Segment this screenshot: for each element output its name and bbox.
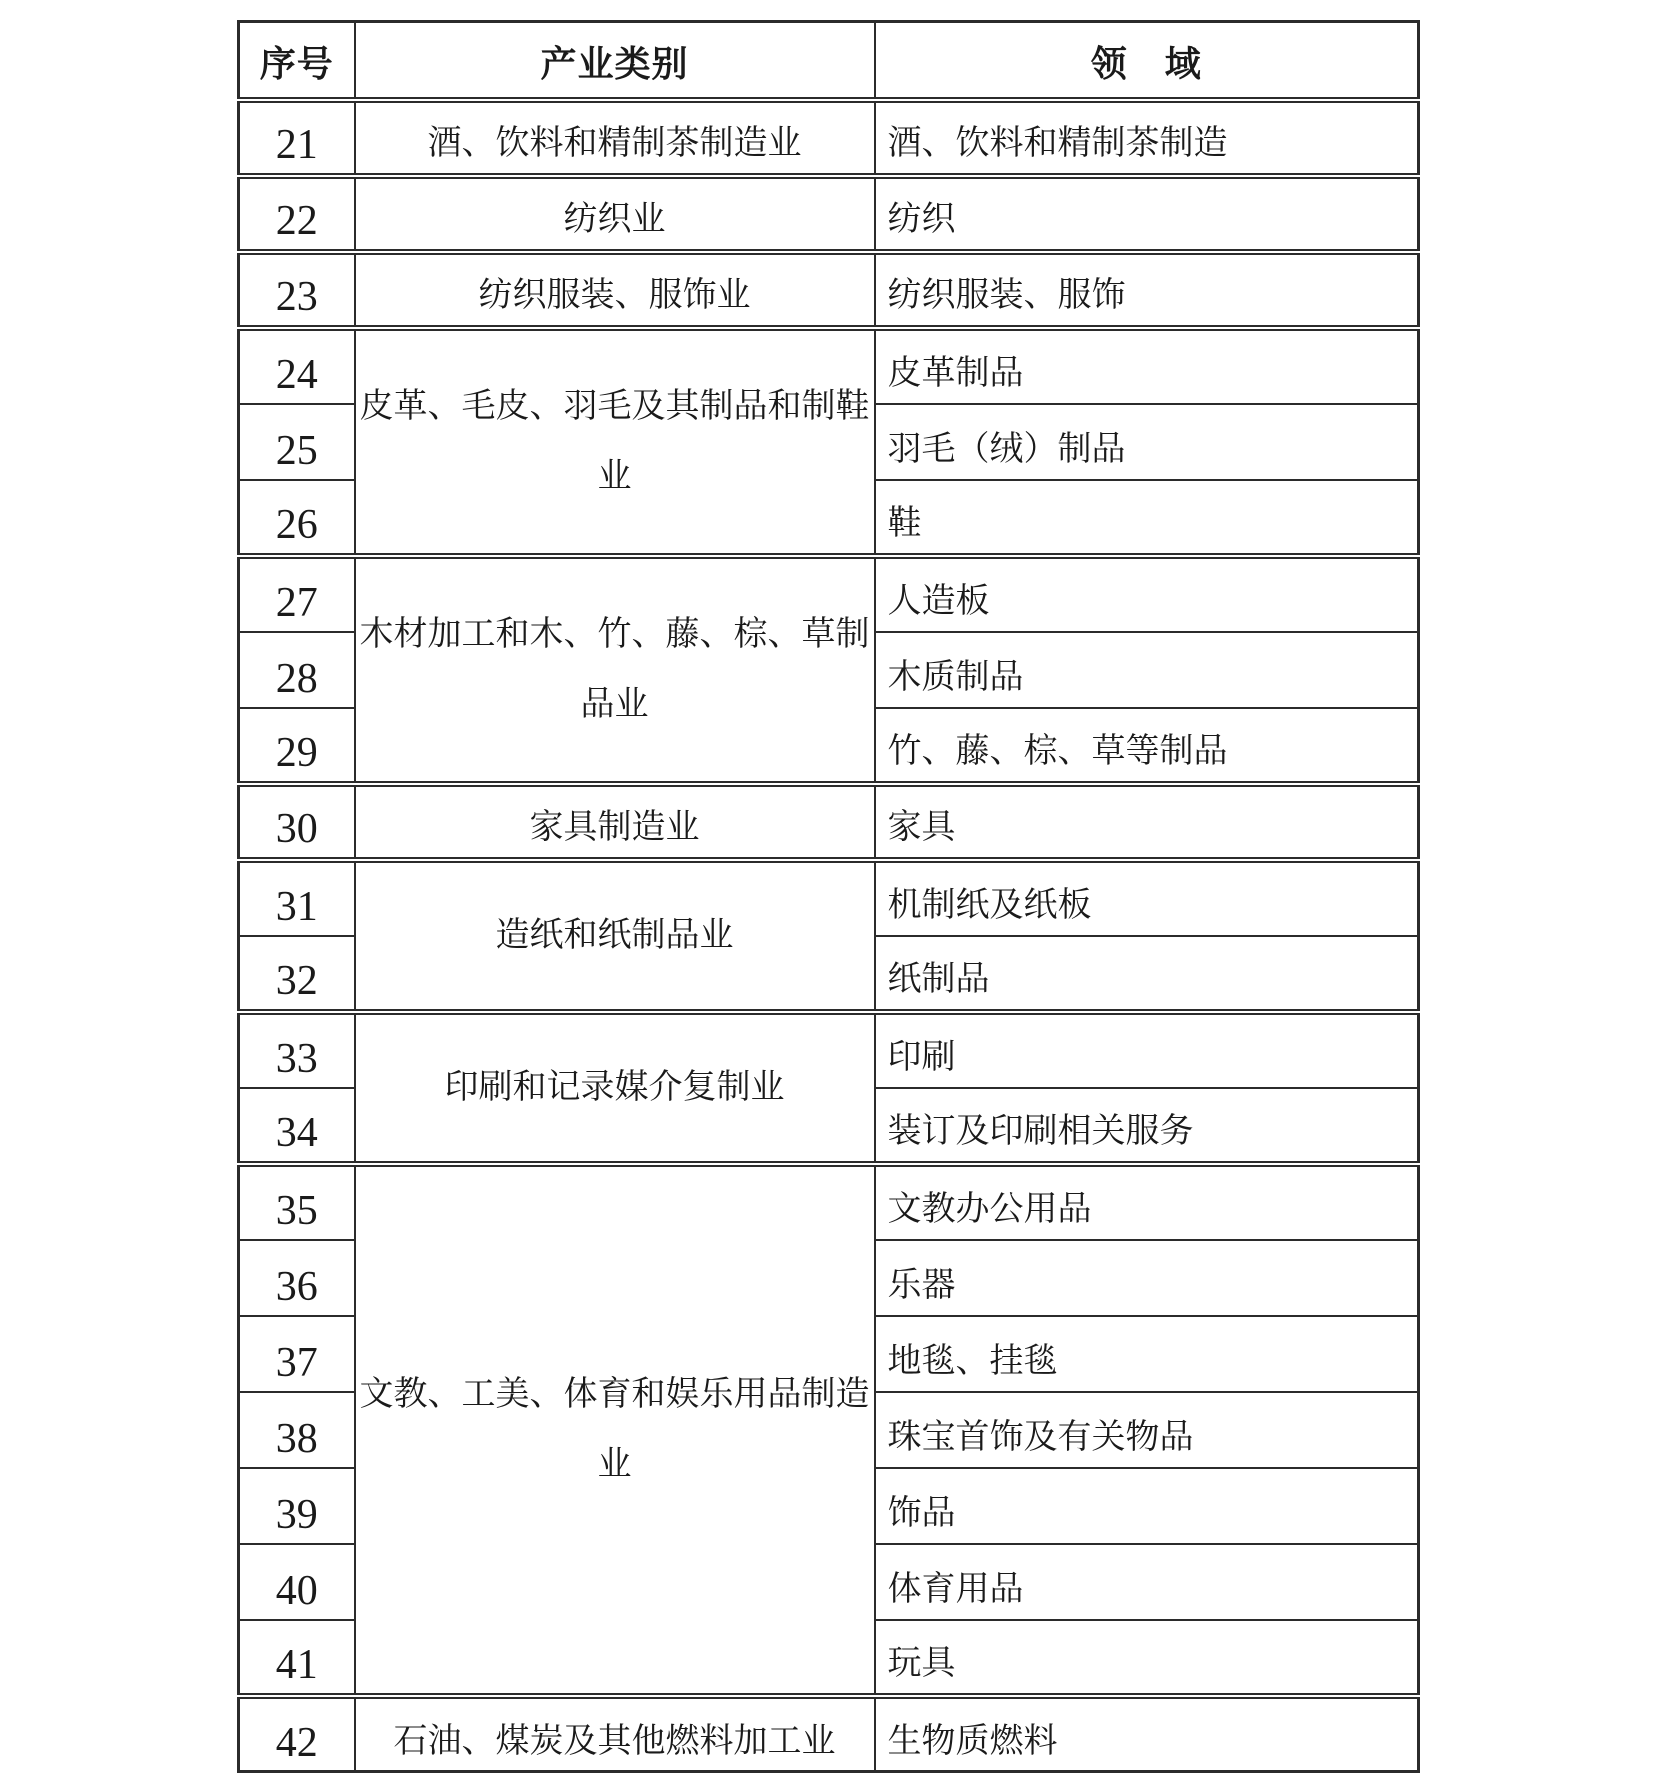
row-number-cell: 23 xyxy=(239,252,355,328)
field-cell: 鞋 xyxy=(875,480,1419,556)
field-cell: 文教办公用品 xyxy=(875,1164,1419,1240)
header-cell-no: 序号 xyxy=(239,22,355,100)
row-number-cell: 24 xyxy=(239,328,355,404)
table-row xyxy=(239,860,1419,936)
field-cell: 竹、藤、棕、草等制品 xyxy=(875,708,1419,784)
row-number-cell: 34 xyxy=(239,1088,355,1164)
field-cell: 家具 xyxy=(875,784,1419,860)
header-cell-category: 产业类别 xyxy=(355,22,875,100)
row-number-cell: 32 xyxy=(239,936,355,1012)
row-number-cell: 41 xyxy=(239,1620,355,1696)
table-row xyxy=(239,556,1419,632)
category-cell: 造纸和纸制品业 xyxy=(355,860,875,1012)
field-cell: 玩具 xyxy=(875,1620,1419,1696)
industry-table xyxy=(237,20,1420,1773)
field-cell: 机制纸及纸板 xyxy=(875,860,1419,936)
field-cell: 纺织 xyxy=(875,176,1419,252)
field-cell: 酒、饮料和精制茶制造 xyxy=(875,100,1419,176)
table-row xyxy=(239,1012,1419,1088)
row-number-cell: 29 xyxy=(239,708,355,784)
field-cell: 乐器 xyxy=(875,1240,1419,1316)
row-number-cell: 38 xyxy=(239,1392,355,1468)
table-row xyxy=(239,328,1419,404)
row-number-cell: 33 xyxy=(239,1012,355,1088)
row-number-cell: 26 xyxy=(239,480,355,556)
category-cell: 纺织业 xyxy=(355,176,875,252)
table-row xyxy=(239,1164,1419,1240)
table-row xyxy=(239,176,1419,252)
field-cell: 木质制品 xyxy=(875,632,1419,708)
row-number-cell: 22 xyxy=(239,176,355,252)
field-cell: 纺织服装、服饰 xyxy=(875,252,1419,328)
field-cell: 装订及印刷相关服务 xyxy=(875,1088,1419,1164)
field-cell: 珠宝首饰及有关物品 xyxy=(875,1392,1419,1468)
table-row xyxy=(239,784,1419,860)
row-number-cell: 39 xyxy=(239,1468,355,1544)
row-number-cell: 37 xyxy=(239,1316,355,1392)
field-cell: 纸制品 xyxy=(875,936,1419,1012)
industry-table-body xyxy=(239,100,1419,1772)
header-cell-field: 领 域 xyxy=(875,22,1419,100)
category-cell: 印刷和记录媒介复制业 xyxy=(355,1012,875,1164)
field-cell: 人造板 xyxy=(875,556,1419,632)
category-cell: 酒、饮料和精制茶制造业 xyxy=(355,100,875,176)
category-cell: 纺织服装、服饰业 xyxy=(355,252,875,328)
category-cell: 石油、煤炭及其他燃料加工业 xyxy=(355,1696,875,1772)
field-cell: 生物质燃料 xyxy=(875,1696,1419,1772)
row-number-cell: 40 xyxy=(239,1544,355,1620)
field-cell: 印刷 xyxy=(875,1012,1419,1088)
row-number-cell: 30 xyxy=(239,784,355,860)
category-cell: 木材加工和木、竹、藤、棕、草制品业 xyxy=(355,556,875,784)
header-row xyxy=(239,22,1419,100)
category-cell: 家具制造业 xyxy=(355,784,875,860)
field-cell: 皮革制品 xyxy=(875,328,1419,404)
table-row xyxy=(239,252,1419,328)
category-cell: 文教、工美、体育和娱乐用品制造业 xyxy=(355,1164,875,1696)
table-row xyxy=(239,1696,1419,1772)
row-number-cell: 42 xyxy=(239,1696,355,1772)
row-number-cell: 28 xyxy=(239,632,355,708)
row-number-cell: 21 xyxy=(239,100,355,176)
category-cell: 皮革、毛皮、羽毛及其制品和制鞋业 xyxy=(355,328,875,556)
row-number-cell: 31 xyxy=(239,860,355,936)
table-row xyxy=(239,100,1419,176)
field-cell: 体育用品 xyxy=(875,1544,1419,1620)
field-cell: 羽毛（绒）制品 xyxy=(875,404,1419,480)
row-number-cell: 27 xyxy=(239,556,355,632)
row-number-cell: 25 xyxy=(239,404,355,480)
field-cell: 饰品 xyxy=(875,1468,1419,1544)
row-number-cell: 36 xyxy=(239,1240,355,1316)
table-header xyxy=(239,22,1419,100)
field-cell: 地毯、挂毯 xyxy=(875,1316,1419,1392)
row-number-cell: 35 xyxy=(239,1164,355,1240)
